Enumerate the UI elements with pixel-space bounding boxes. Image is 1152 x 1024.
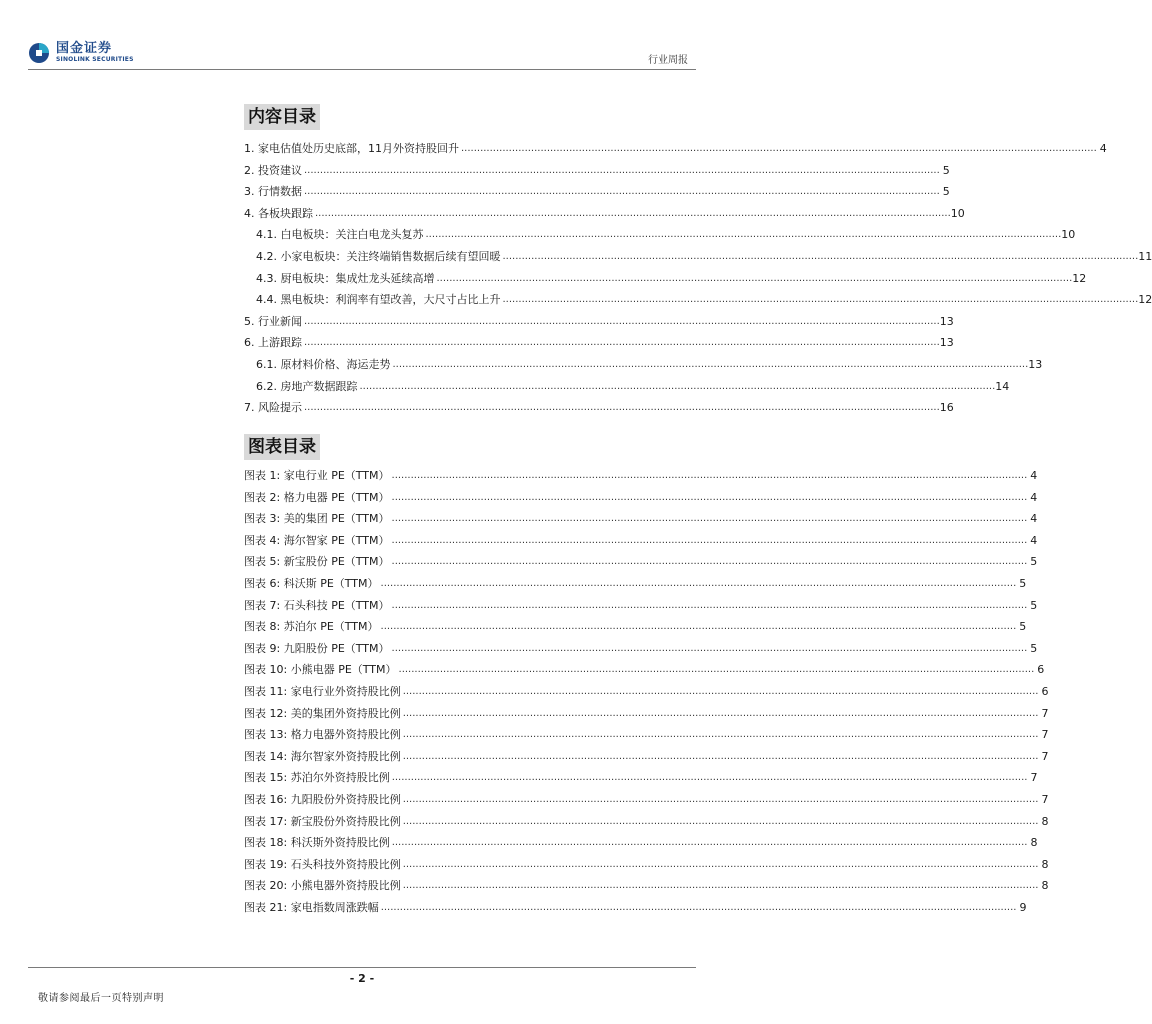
toc-entry-page: 14 <box>995 379 1010 393</box>
dot-leader: ........................................................................................................................................................................................................ <box>502 251 1139 262</box>
dot-leader: ........................................................................................................................................................................................................ <box>502 294 1139 306</box>
toc-entry[interactable] <box>244 158 950 178</box>
dot-leader: ........................................................................................................................................................................................................ <box>436 272 1073 284</box>
toc-entry[interactable] <box>244 287 1152 307</box>
toc-entry-page: 10 <box>950 206 965 220</box>
dot-leader: ........................................................................................................................................................................................................ <box>391 470 1028 481</box>
toc-entry-page: 9 <box>1019 901 1027 914</box>
toc-entry-label: 5. 行业新闻 <box>244 314 302 328</box>
dot-leader: ........................................................................................................................................................................................................ <box>391 837 1028 849</box>
toc-entry-page: 7 <box>1041 793 1049 806</box>
toc-entry[interactable] <box>244 244 1152 264</box>
toc-entry-page: 4 <box>1030 512 1038 526</box>
dot-leader: ........................................................................................................................................................................................................ <box>402 815 1039 827</box>
dot-leader: ........................................................................................................................................................................................................ <box>402 880 1039 892</box>
dot-leader: ........................................................................................................................................................................................................ <box>304 402 940 414</box>
toc-entry-page: 7 <box>1041 706 1049 720</box>
toc-entry[interactable] <box>244 395 954 415</box>
dot-leader: ........................................................................................................................................................................................................ <box>380 902 1017 913</box>
dot-leader: ........................................................................................................................................................................................................ <box>380 578 1017 589</box>
toc-entry-page: 8 <box>1041 814 1049 828</box>
dot-leader: ........................................................................................................................................................................................................ <box>392 359 1029 370</box>
dot-leader: ........................................................................................................................................................................................................ <box>402 750 1039 762</box>
toc-entry-page: 6 <box>1037 663 1045 677</box>
toc-entry-label: 图表 8: 苏泊尔 PE（TTM） <box>244 620 379 634</box>
toc-entry-label: 图表 19: 石头科技外资持股比例 <box>244 857 401 871</box>
toc-entry-page: 13 <box>1028 358 1043 371</box>
dot-leader: ........................................................................................................................................................................................................ <box>402 729 1039 741</box>
dot-leader: ........................................................................................................................................................................................................ <box>304 164 940 176</box>
dot-leader: ........................................................................................................................................................................................................ <box>398 664 1035 676</box>
toc-entry-page: 5 <box>1030 598 1038 612</box>
toc-entry-page: 12 <box>1138 293 1152 307</box>
toc-entry-label: 6.2. 房地产数据跟踪 <box>256 379 358 393</box>
toc-entry[interactable] <box>244 614 1027 634</box>
toc-entry-page: 8 <box>1041 879 1049 893</box>
toc-entry-page: 8 <box>1041 857 1049 871</box>
toc-entry-label: 图表 2: 格力电器 PE（TTM） <box>244 490 390 504</box>
toc-entry-label: 4. 各板块跟踪 <box>244 206 313 220</box>
toc-entry[interactable] <box>244 266 1087 286</box>
toc-entry-page: 6 <box>1041 685 1049 698</box>
dot-leader: ........................................................................................................................................................................................................ <box>402 686 1039 697</box>
dot-leader: ........................................................................................................................................................................................................ <box>425 229 1062 241</box>
toc-entry[interactable] <box>244 787 1049 807</box>
toc-entry-page: 5 <box>1019 620 1027 634</box>
toc-entry-label: 图表 1: 家电行业 PE（TTM） <box>244 469 390 482</box>
toc-entry[interactable] <box>244 506 1038 526</box>
toc-entry[interactable] <box>244 593 1038 613</box>
page-number: - 2 - <box>349 972 375 985</box>
toc-entry[interactable] <box>244 463 1038 483</box>
toc-entry-page: 4 <box>1030 490 1038 504</box>
toc-entry-page: 4 <box>1099 142 1107 155</box>
toc-entry[interactable] <box>244 873 1049 893</box>
dot-leader: ........................................................................................................................................................................................................ <box>380 621 1017 633</box>
dot-leader: ........................................................................................................................................................................................................ <box>461 143 1097 154</box>
toc-entry-label: 图表 12: 美的集团外资持股比例 <box>244 706 401 720</box>
toc-entry-page: 7 <box>1030 771 1038 785</box>
toc-entry[interactable] <box>244 485 1038 505</box>
toc-entry-label: 3. 行情数据 <box>244 185 302 199</box>
toc-entry[interactable] <box>244 549 1038 569</box>
dot-leader: ........................................................................................................................................................................................................ <box>391 772 1028 784</box>
toc-entry[interactable] <box>244 352 1043 372</box>
toc-entry-label: 图表 15: 苏泊尔外资持股比例 <box>244 771 390 785</box>
toc-entry-label: 4.4. 黑电板块：利润率有望改善，大尺寸占比上升 <box>256 293 501 307</box>
toc-entry[interactable] <box>244 722 1049 742</box>
toc-entry[interactable] <box>244 701 1049 721</box>
dot-leader: ........................................................................................................................................................................................................ <box>391 599 1028 611</box>
logo-name-en: SINOLINK SECURITIES <box>56 56 134 63</box>
page-header <box>0 0 724 72</box>
logo-name-cn: 国金证券 <box>56 41 113 56</box>
toc-entry[interactable] <box>244 809 1049 829</box>
toc-entry[interactable] <box>244 374 1010 394</box>
toc-entry-label: 图表 9: 九阳股份 PE（TTM） <box>244 641 390 655</box>
toc-entry-label: 图表 11: 家电行业外资持股比例 <box>244 685 401 698</box>
toc-entry[interactable] <box>244 852 1049 872</box>
toc-entry[interactable] <box>244 744 1049 764</box>
toc-entry-page: 12 <box>1072 271 1087 285</box>
toc-entry[interactable] <box>244 895 1027 915</box>
toc-entry-page: 5 <box>942 163 950 177</box>
toc-entry-page: 13 <box>939 314 954 328</box>
toc-entry-label: 图表 7: 石头科技 PE（TTM） <box>244 598 390 612</box>
toc-entry[interactable] <box>244 330 954 350</box>
toc-entry-label: 图表 20: 小熊电器外资持股比例 <box>244 879 401 893</box>
dot-leader: ........................................................................................................................................................................................................ <box>391 534 1028 546</box>
toc-entry-page: 13 <box>939 336 954 350</box>
toc-entry-label: 图表 3: 美的集团 PE（TTM） <box>244 512 390 526</box>
header-divider <box>28 69 696 70</box>
logo-mark-icon <box>28 42 50 64</box>
disclaimer-text: 敬请参阅最后一页特别声明 <box>38 993 164 1004</box>
toc-entry-label: 图表 16: 九阳股份外资持股比例 <box>244 793 401 806</box>
toc-entry[interactable] <box>244 830 1038 850</box>
dot-leader: ........................................................................................................................................................................................................ <box>391 556 1028 568</box>
dot-leader: ........................................................................................................................................................................................................ <box>391 491 1028 503</box>
toc-entry[interactable] <box>244 222 1076 242</box>
toc-entry-label: 图表 21: 家电指数周涨跌幅 <box>244 901 379 914</box>
dot-leader: ........................................................................................................................................................................................................ <box>304 315 940 327</box>
dot-leader: ........................................................................................................................................................................................................ <box>391 642 1028 654</box>
toc-entry[interactable] <box>244 571 1027 591</box>
toc-entry[interactable] <box>244 309 954 329</box>
toc-entry-label: 4.2. 小家电板块：关注终端销售数据后续有望回暖 <box>256 250 501 263</box>
toc-entry[interactable] <box>244 679 1049 699</box>
dot-leader: ........................................................................................................................................................................................................ <box>402 858 1039 870</box>
toc-entry-page: 5 <box>942 185 950 199</box>
dot-leader: ........................................................................................................................................................................................................ <box>315 207 951 219</box>
toc-entry-page: 5 <box>1019 577 1027 590</box>
toc-entry-page: 5 <box>1030 641 1038 655</box>
toc-entry-label: 图表 6: 科沃斯 PE（TTM） <box>244 577 379 590</box>
toc-entry-page: 10 <box>1061 228 1076 242</box>
toc-entry-page: 8 <box>1030 836 1038 850</box>
toc-entry-page: 5 <box>1030 555 1038 569</box>
toc-entry-label: 4.3. 厨电板块：集成灶龙头延续高增 <box>256 271 435 285</box>
toc-entry-page: 7 <box>1041 728 1049 742</box>
toc-entry-label: 图表 18: 科沃斯外资持股比例 <box>244 836 390 850</box>
toc-entry-label: 7. 风险提示 <box>244 401 302 415</box>
dot-leader: ........................................................................................................................................................................................................ <box>304 186 940 198</box>
toc-entry-label: 图表 17: 新宝股份外资持股比例 <box>244 814 401 828</box>
toc-entry-label: 图表 13: 格力电器外资持股比例 <box>244 728 401 742</box>
toc-entry-label: 6.1. 原材料价格、海运走势 <box>256 358 391 371</box>
toc-entry-page: 16 <box>939 401 954 415</box>
toc-entry-label: 4.1. 白电板块：关注白电龙头复苏 <box>256 228 424 242</box>
company-logo <box>28 42 134 64</box>
dot-leader: ........................................................................................................................................................................................................ <box>359 380 996 392</box>
toc-entry[interactable] <box>244 657 1045 677</box>
toc-entry[interactable] <box>244 528 1038 548</box>
toc-entry-label: 2. 投资建议 <box>244 163 302 177</box>
footer-divider <box>28 967 696 968</box>
contents-title: 内容目录 <box>244 104 320 130</box>
toc-entry[interactable] <box>244 201 965 221</box>
toc-entry-label: 图表 10: 小熊电器 PE（TTM） <box>244 663 397 677</box>
toc-entry-label: 6. 上游跟踪 <box>244 336 302 350</box>
toc-entry[interactable] <box>244 765 1038 785</box>
dot-leader: ........................................................................................................................................................................................................ <box>304 337 940 349</box>
toc-entry[interactable] <box>244 636 1038 656</box>
toc-entry-page: 4 <box>1030 469 1038 482</box>
toc-entry-label: 1. 家电估值处历史底部，11月外资持股回升 <box>244 142 459 155</box>
figures-title: 图表目录 <box>244 434 320 460</box>
toc-entry-label: 图表 5: 新宝股份 PE（TTM） <box>244 555 390 569</box>
toc-entry[interactable] <box>244 136 1107 156</box>
dot-leader: ........................................................................................................................................................................................................ <box>402 794 1039 805</box>
toc-entry-label: 图表 14: 海尔智家外资持股比例 <box>244 749 401 763</box>
toc-entry[interactable] <box>244 179 950 199</box>
dot-leader: ........................................................................................................................................................................................................ <box>391 513 1028 525</box>
toc-entry-page: 4 <box>1030 533 1038 547</box>
report-type-label: 行业周报 <box>648 55 688 66</box>
dot-leader: ........................................................................................................................................................................................................ <box>402 707 1039 719</box>
toc-entry-label: 图表 4: 海尔智家 PE（TTM） <box>244 533 390 547</box>
toc-entry-page: 11 <box>1138 250 1152 263</box>
toc-entry-page: 7 <box>1041 749 1049 763</box>
